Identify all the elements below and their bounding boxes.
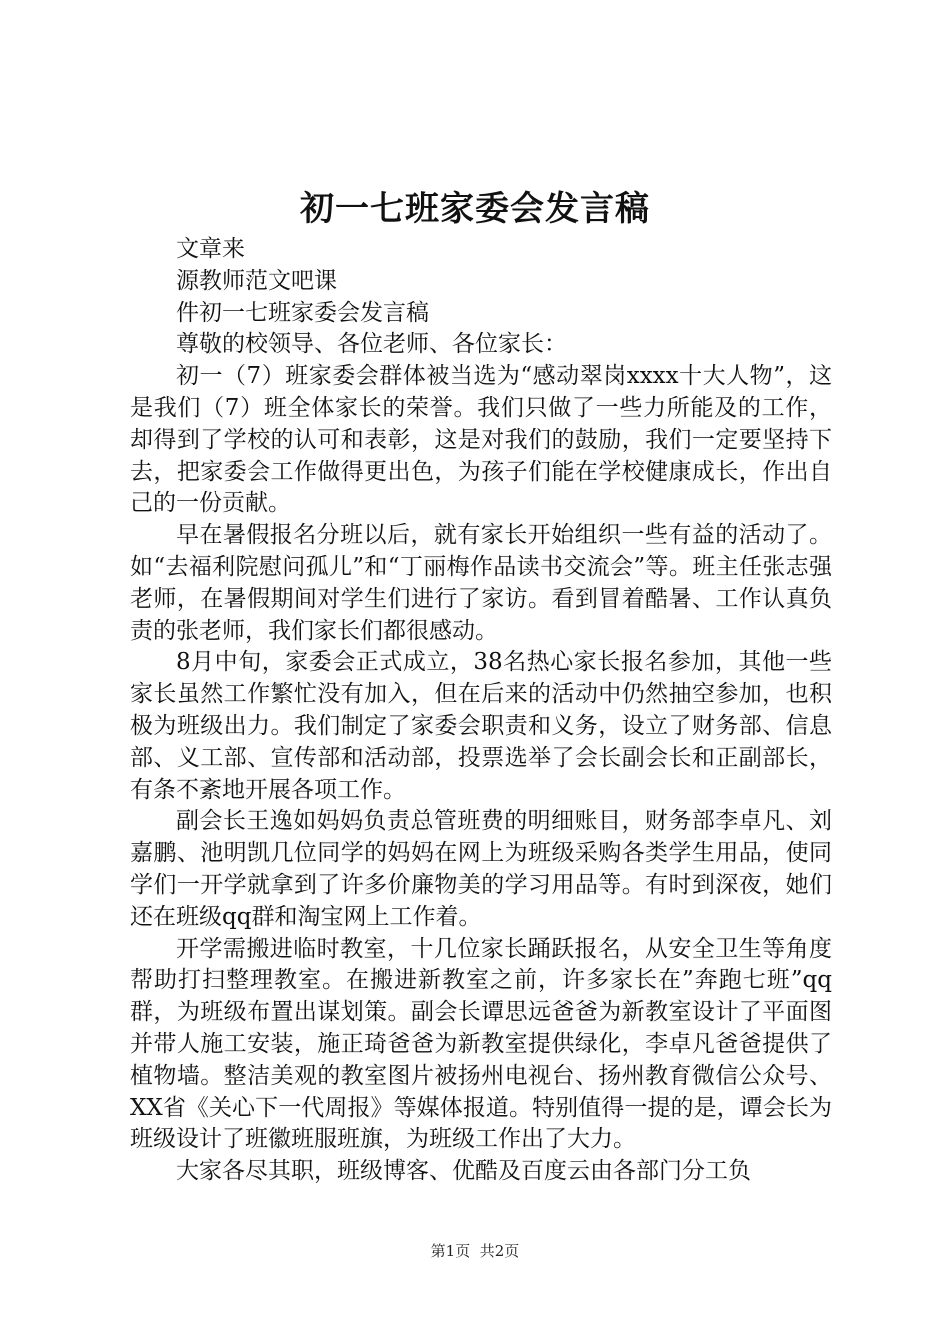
paragraph: 初一（7）班家委会群体被当选为“感动翠岗xxxx十大人物”，这是我们（7）班全体家长的荣誉。我们只做了一些力所能及的工作，却得到了学校的认可和表彰，这是对我们的鼓励，我们一定要坚持下去，把家委会工作做得更出色，为孩子们能在学校健康成长，作出自己的一份贡献。 [130, 363, 832, 517]
document-body [130, 234, 832, 1188]
paragraph: 早在暑假报名分班以后，就有家长开始组织一些有益的活动了。如“去福利院慰问孤儿”和“丁丽梅作品读书交流会”等。班主任张志强老师，在暑假期间对学生们进行了家访。看到冒着酷暑、工作认真负责的张老师，我们家长们都很感动。 [130, 522, 832, 644]
lead-line: 源教师范文吧课 [176, 267, 337, 294]
paragraph: 副会长王逸如妈妈负责总管班费的明细账目，财务部李卓凡、刘嘉鹏、池明凯几位同学的妈妈在网上为班级采购各类学生用品，使同学们一开学就拿到了许多价廉物美的学习用品等。有时到深夜，她们还在班级qq群和淘宝网上工作着。 [130, 808, 832, 930]
total-pages: 共2页 [479, 1242, 520, 1260]
paragraph: 开学需搬进临时教室，十几位家长踊跃报名，从安全卫生等角度帮助打扫整理教室。在搬进新教室之前，许多家长在”奔跑七班”qq群，为班级布置出谋划策。副会长谭思远爸爸为新教室设计了平面图并带人施工安装，施正琦爸爸为新教室提供绿化，李卓凡爸爸提供了植物墙。整洁美观的教室图片被扬州电视台、扬州教育微信公众号、XX省《关心下一代周报》等媒体报道。特别值得一提的是，谭会长为班级设计了班徽班服班旗，为班级工作出了大力。 [130, 935, 832, 1153]
page-footer [0, 1241, 950, 1261]
page-title: 初一七班家委会发言稿 [300, 189, 650, 229]
lead-line: 件初一七班家委会发言稿 [176, 299, 429, 326]
paragraph: 大家各尽其职，班级博客、优酷及百度云由各部门分工负 [176, 1158, 751, 1185]
page-number: 第1页 [430, 1242, 471, 1260]
salutation: 尊敬的校领导、各位老师、各位家长： [176, 331, 567, 358]
paragraph: 8月中旬，家委会正式成立，38名热心家长报名参加，其他一些家长虽然工作繁忙没有加入，但在后来的活动中仍然抽空参加，也积极为班级出力。我们制定了家委会职责和义务，设立了财务部、信息部、义工部、宣传部和活动部，投票选举了会长副会长和正副部长，有条不紊地开展各项工作。 [130, 649, 832, 803]
lead-line: 文章来 [176, 236, 245, 262]
